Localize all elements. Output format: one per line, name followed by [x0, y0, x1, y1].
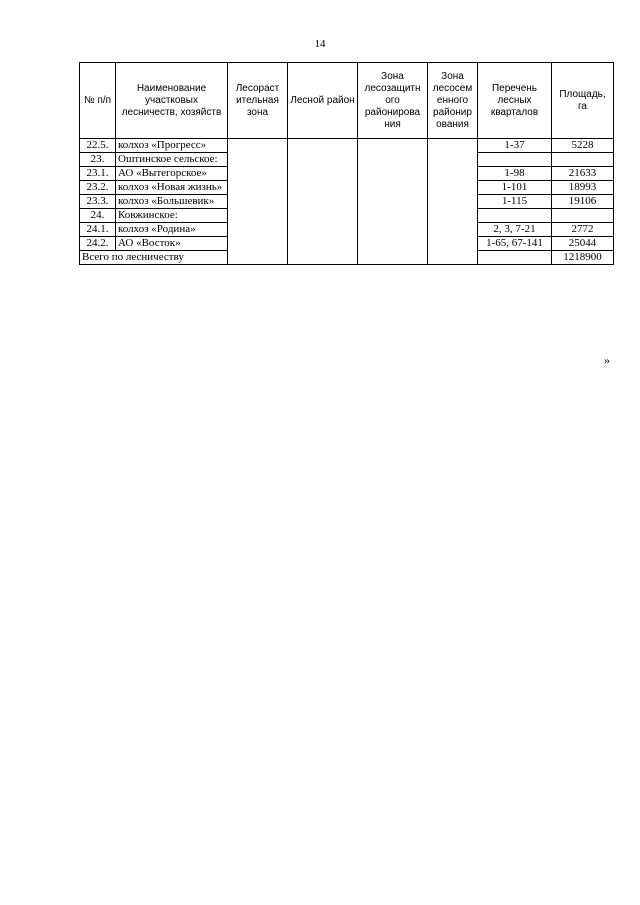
row-quarters: 2, 3, 7-21 [478, 223, 552, 237]
header-number: № п/п [80, 63, 116, 139]
row-number: 23.1. [80, 167, 116, 181]
header-name: Наименование участковых лесничеств, хозяйств [116, 63, 228, 139]
row-area: 21633 [552, 167, 614, 181]
page-number: 14 [314, 38, 326, 50]
row-quarters: 1-37 [478, 139, 552, 153]
header-vegetation-zone: Лесораст ительная зона [228, 63, 288, 139]
row-area: 5228 [552, 139, 614, 153]
closing-quote: » [604, 353, 610, 367]
row-quarters: 1-98 [478, 167, 552, 181]
header-area: Площадь, га [552, 63, 614, 139]
row-quarters [478, 153, 552, 167]
row-number: 24. [80, 209, 116, 223]
row-area: 25044 [552, 237, 614, 251]
header-forest-region: Лесной район [288, 63, 358, 139]
row-number: 22.5. [80, 139, 116, 153]
forest-protection-zone-cell [358, 139, 428, 265]
row-name: АО «Вытегорское» [116, 167, 228, 181]
row-area [552, 209, 614, 223]
row-number: 24.2. [80, 237, 116, 251]
forest-districts-table [79, 62, 614, 265]
row-area: 2772 [552, 223, 614, 237]
total-area: 1218900 [552, 251, 614, 265]
row-quarters: 1-101 [478, 181, 552, 195]
header-forest-protection-zone: Зона лесозащитн ого районирова ния [358, 63, 428, 139]
row-quarters: 1-115 [478, 195, 552, 209]
row-number: 24.1. [80, 223, 116, 237]
header-seed-zone: Зона лесосем енного районир ования [428, 63, 478, 139]
total-quarters-empty [478, 251, 552, 265]
row-name: колхоз «Новая жизнь» [116, 181, 228, 195]
seed-zone-cell [428, 139, 478, 265]
row-name: Ковжинское: [116, 209, 228, 223]
row-name: колхоз «Большевик» [116, 195, 228, 209]
table-header-row [80, 63, 614, 139]
total-label: Всего по лесничеству [80, 251, 228, 265]
row-number: 23.2. [80, 181, 116, 195]
row-number: 23.3. [80, 195, 116, 209]
row-area: 19106 [552, 195, 614, 209]
header-quarters-list: Перечень лесных кварталов [478, 63, 552, 139]
row-name: Оштинское сельское: [116, 153, 228, 167]
row-quarters: 1-65, 67-141 [478, 237, 552, 251]
row-area: 18993 [552, 181, 614, 195]
table-row [80, 139, 614, 153]
row-number: 23. [80, 153, 116, 167]
row-area [552, 153, 614, 167]
row-name: АО «Восток» [116, 237, 228, 251]
row-name: колхоз «Родина» [116, 223, 228, 237]
vegetation-zone-cell [228, 139, 288, 265]
row-name: колхоз «Прогресс» [116, 139, 228, 153]
forest-region-cell [288, 139, 358, 265]
row-quarters [478, 209, 552, 223]
